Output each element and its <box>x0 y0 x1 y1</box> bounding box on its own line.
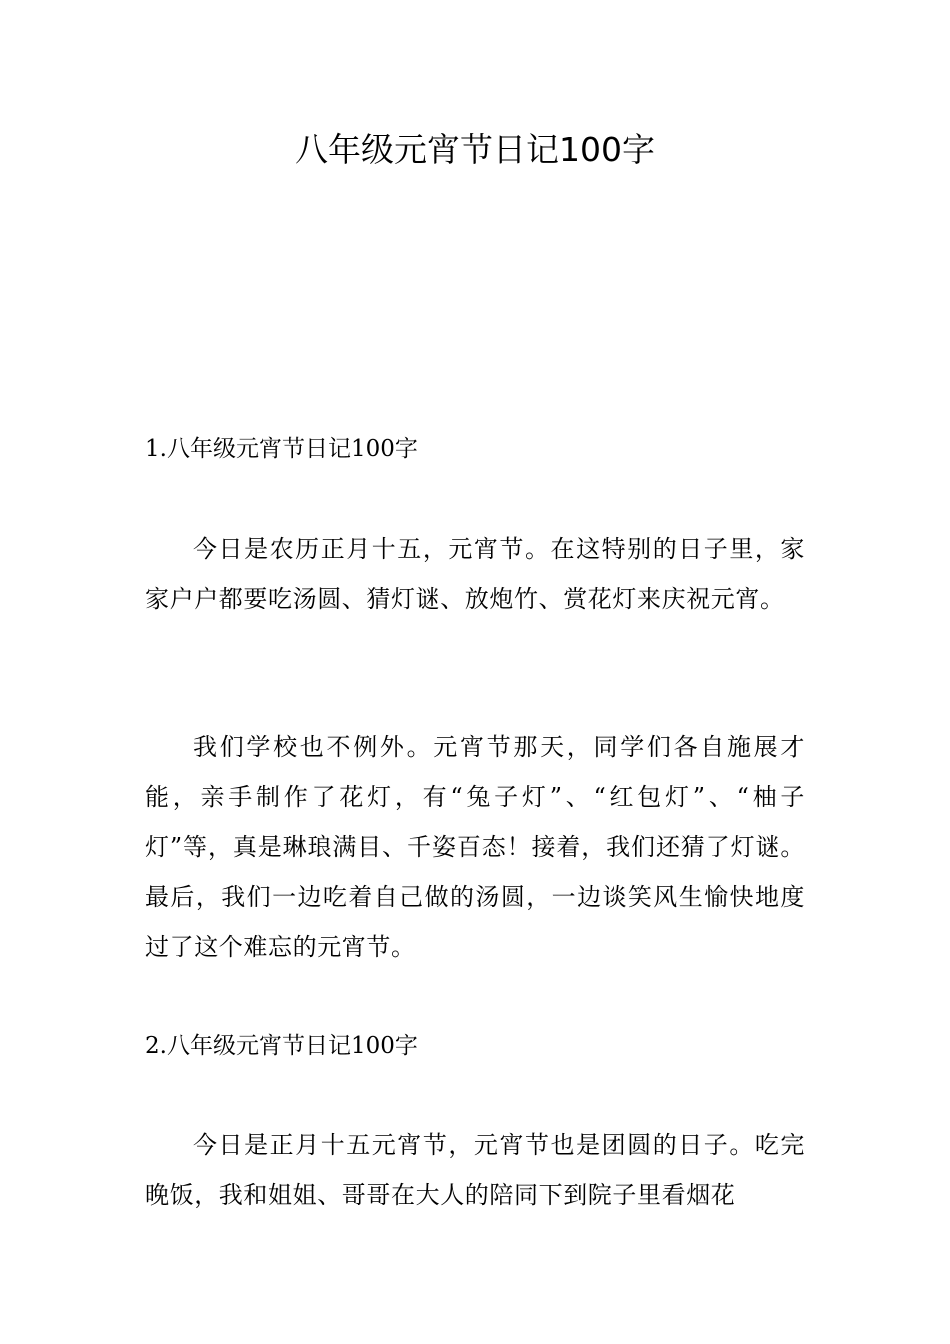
document-title: 八年级元宵节日记100字 <box>295 130 655 169</box>
paragraph-2-1: 今日是正月十五元宵节，元宵节也是团圆的日子。吃完晚饭，我和姐姐、哥哥在大人的陪同下到院子里看烟花 <box>145 1131 805 1209</box>
section-heading-1: 1.八年级元宵节日记100字 <box>145 436 418 462</box>
paragraph-1-2: 我们学校也不例外。元宵节那天，同学们各自施展才能，亲手制作了花灯，有“兔子灯”、“红包灯”、“柚子灯”等，真是琳琅满目、千姿百态！接着，我们还猜了灯谜。最后，我们一边吃着自己做的汤圆，一边谈笑风生愉快地度过了这个难忘的元宵节。 <box>145 733 805 961</box>
section-heading-2: 2.八年级元宵节日记100字 <box>145 1033 418 1059</box>
paragraph-1-1: 今日是农历正月十五，元宵节。在这特别的日子里，家家户户都要吃汤圆、猜灯谜、放炮竹、赏花灯来庆祝元宵。 <box>145 535 805 613</box>
